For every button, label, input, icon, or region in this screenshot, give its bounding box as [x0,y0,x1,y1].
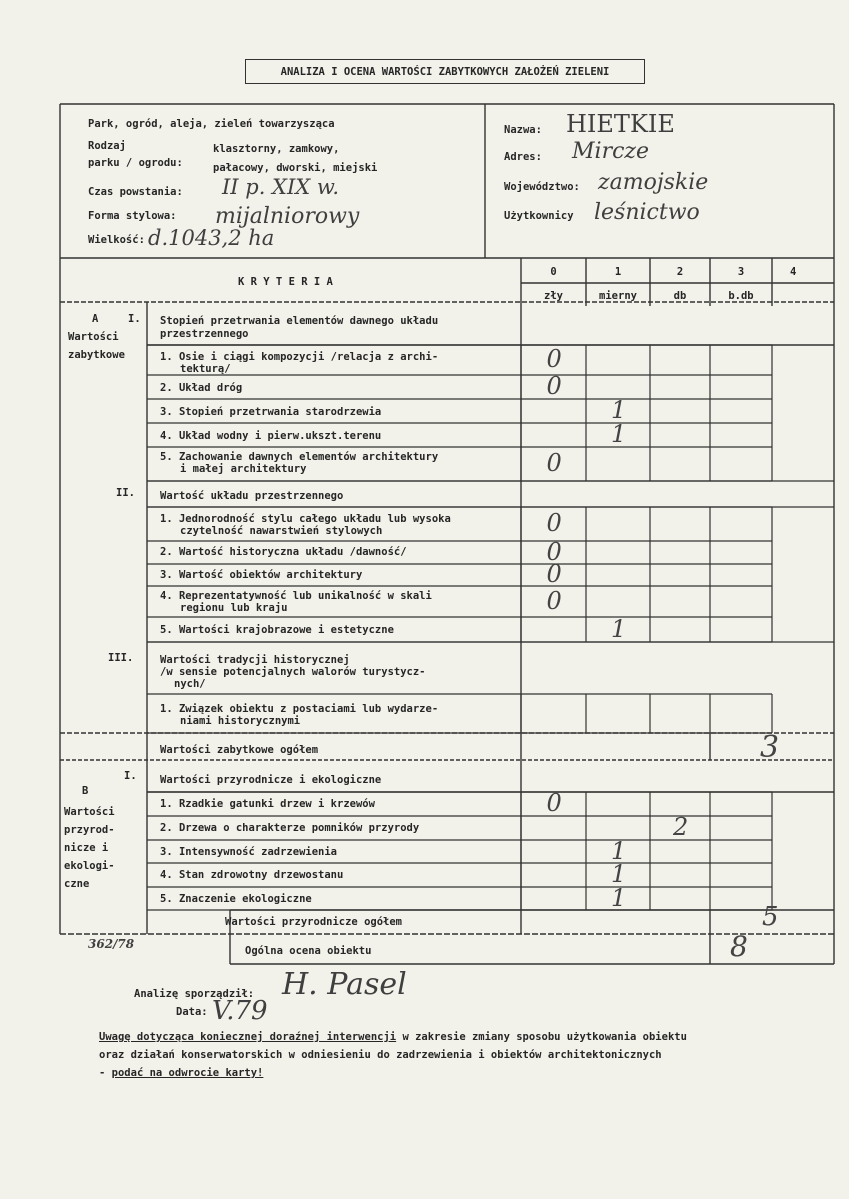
a3-item-1: 1. Związek obiektu z postaciami lub wydarze- niami historycznymi [160,703,439,727]
b-score-3: 1 [611,836,627,865]
a-total-label: Wartości zabytkowe ogółem [160,744,319,756]
parku-ogrodu-label: parku / ogrodu: [88,157,183,169]
a2-roman: II. [116,487,135,499]
a2-score-1: 0 [546,509,562,537]
section-a-code: A [92,313,99,325]
section-a-roman: I. [128,313,141,325]
b-title: Wartości przyrodnicze i ekologiczne [160,774,382,786]
prepared-by-label: Analizę sporządził: [134,988,255,1000]
b-item-1: 1. Rzadkie gatunki drzew i krzewów [160,798,375,810]
a1-item-4: 4. Układ wodny i pierw.ukszt.terenu [160,430,382,442]
a3-title: Wartości tradycji historycznej /w sensie potencjalnych walorów turystycz- nych/ [160,654,426,690]
a1-score-1: 0 [546,345,562,373]
adres-value: Mircze [572,139,650,164]
prepared-by-signature: H. Pasel [282,967,407,1002]
col-name-bdb: b.db [728,290,754,302]
col-4: 4 [790,266,797,278]
b-item-4: 4. Stan zdrowotny drzewostanu [160,869,344,881]
note-line-1: Uwagę dotycząca koniecznej doraźnej interwencji w zakresie zmiany sposobu użytkowania obiektu [99,1031,687,1043]
col-2: 2 [676,266,684,278]
a1-score-4: 1 [611,420,627,448]
date-value: V.79 [212,996,268,1026]
overall-label: Ogólna ocena obiektu [245,945,372,957]
a2-item-4: 4. Reprezentatywność lub unikalność w skali regionu lub kraju [160,590,432,614]
section-a-name1: Wartości [68,331,119,343]
b-total-label: Wartości przyrodnicze ogółem [225,916,403,928]
wielkosc-value: d.1043,2 ha [148,226,275,250]
b-total-value: 5 [762,902,779,932]
wojewodztwo-value: zamojskie [598,170,709,195]
a1-item-1: 1. Osie i ciągi kompozycji /relacja z archi- tekturą/ [160,351,439,375]
a3-roman: III. [108,652,134,664]
wielkosc-label: Wielkość: [88,234,145,246]
section-b-name: Wartości przyrod- nicze i ekologi- czne [64,806,115,890]
a2-item-2: 2. Wartość historyczna układu /dawność/ [160,546,407,558]
col-0: 0 [550,266,557,278]
a2-title: Wartość układu przestrzennego [160,490,344,502]
rodzaj-options-line1: klasztorny, zamkowy, [213,143,340,155]
adres-label: Adres: [504,151,542,163]
b-item-5: 5. Znaczenie ekologiczne [160,893,312,905]
a2-item-5: 5. Wartości krajobrazowe i estetyczne [160,624,394,636]
nazwa-label: Nazwa: [504,124,542,136]
forma-stylowa-value: mijalniorowy [215,204,360,229]
wojewodztwo-label: Województwo: [504,181,580,193]
overall-value: 8 [730,930,748,963]
section-b-code: B [82,785,89,797]
kryteria-heading: K R Y T E R I A [238,276,333,288]
a1-title-line2: przestrzennego [160,328,249,340]
uzytkownicy-value: leśnictwo [594,200,700,225]
b-score-4: 1 [611,860,627,888]
a1-score-2: 0 [546,372,562,400]
b-item-3: 3. Intensywność zadrzewienia [160,846,338,858]
b-score-1: 0 [546,789,562,817]
a2-score-4: 0 [546,586,562,615]
section-a-name2: zabytkowe [68,349,125,361]
a2-item-1: 1. Jednorodność stylu całego układu lub wysoka czytelność nawarstwień stylowych [160,513,451,537]
object-type-line: Park, ogród, aleja, zieleń towarzysząca [88,118,335,130]
a1-title-line1: Stopień przetrwania elementów dawnego układu [160,315,439,327]
rodzaj-label: Rodzaj [88,140,126,152]
col-1: 1 [614,266,622,278]
note-line-3: - podać na odwrocie karty! [99,1067,264,1079]
col-name-zly: zły [544,290,563,302]
section-b-roman: I. [124,770,137,782]
rodzaj-options-line2: pałacowy, dworski, miejski [213,162,378,174]
uzytkownicy-label: Użytkownicy [504,210,574,222]
nazwa-value: HIETKIE [566,110,675,138]
a2-item-3: 3. Wartość obiektów architektury [160,569,363,581]
czas-powstania-value: II p. XIX w. [222,175,340,199]
col-name-mierny: mierny [599,290,637,302]
col-3: 3 [737,266,745,278]
b-score-5: 1 [611,883,627,912]
note-line-2: oraz działań konserwatorskich w odniesieniu do zadrzewienia i obiektów architektonicznych [99,1049,662,1061]
forma-stylowa-label: Forma stylowa: [88,210,177,222]
a1-item-3: 3. Stopień przetrwania starodrzewia [160,406,382,418]
reference-number: 362/78 [88,937,135,951]
a2-score-2: 0 [546,537,562,566]
a1-score-3: 1 [611,396,627,424]
b-item-2: 2. Drzewa o charakterze pomników przyrody [160,822,420,834]
b-score-2: 2 [673,813,689,841]
czas-powstania-label: Czas powstania: [88,186,183,198]
a1-score-5: 0 [546,449,562,477]
a2-score-5: 1 [611,614,627,643]
document-title: ANALIZA I OCENA WARTOŚCI ZABYTKOWYCH ZAŁOŻEŃ ZIELENI [245,59,645,84]
a2-score-3: 0 [546,560,562,588]
a1-item-2: 2. Układ dróg [160,382,243,394]
a1-item-5: 5. Zachowanie dawnych elementów architektury i małej architektury [160,451,439,475]
col-name-db: db [673,290,687,302]
date-label: Data: [176,1006,208,1018]
a-total-value: 3 [760,730,780,765]
